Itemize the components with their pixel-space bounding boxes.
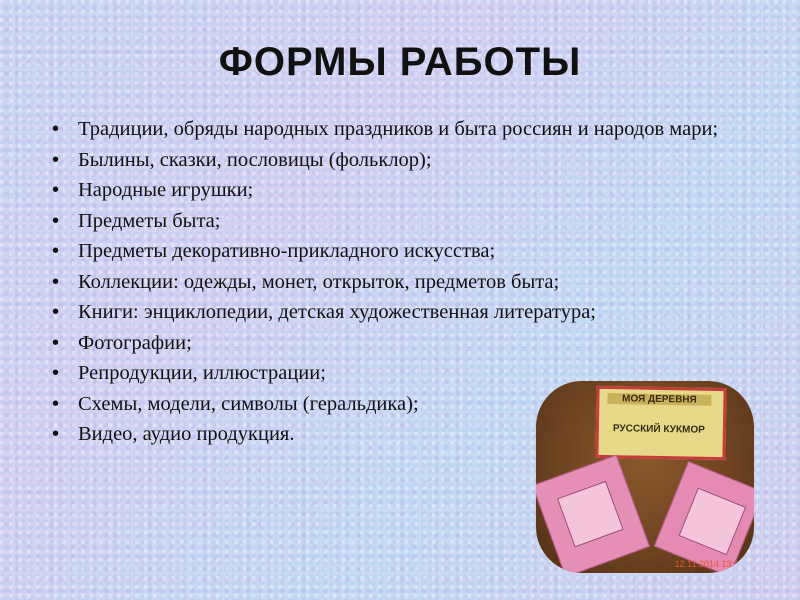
book-cover-picture <box>678 488 746 556</box>
list-item: • Предметы декоративно-прикладного искусства; <box>48 240 758 264</box>
book-cover-picture <box>557 481 624 548</box>
list-item: • Коллекции: одежды, монет, открыток, предметов быта; <box>48 271 758 295</box>
list-item: • Былины, сказки, пословицы (фольклор); <box>48 149 758 173</box>
yellow-book <box>595 386 726 460</box>
list-item: • Фотографии; <box>48 332 758 356</box>
date-stamp: 12.11.2014 13:19 <box>674 559 744 569</box>
list-item: • Традиции, обряды народных праздников и быта россиян и народов мари; <box>48 118 758 142</box>
list-item: • Схемы, модели, символы (геральдика); <box>48 393 758 417</box>
book-title-2: РУССКИЙ КУКМОР <box>612 423 705 436</box>
list-item: • Книги: энциклопедии, детская художественная литература; <box>48 301 758 325</box>
list-item: • Народные игрушки; <box>48 179 758 203</box>
slide-title: ФОРМЫ РАБОТЫ <box>218 40 582 84</box>
pink-book-right <box>654 461 754 573</box>
list-item: • Видео, аудио продукция. <box>48 423 758 447</box>
books-photo <box>536 381 754 573</box>
pink-book-left <box>536 455 650 573</box>
list-item: • Репродукции, иллюстрации; <box>48 362 758 386</box>
book-title-1: МОЯ ДЕРЕВНЯ <box>607 393 711 406</box>
list-item: • Предметы быта; <box>48 210 758 234</box>
